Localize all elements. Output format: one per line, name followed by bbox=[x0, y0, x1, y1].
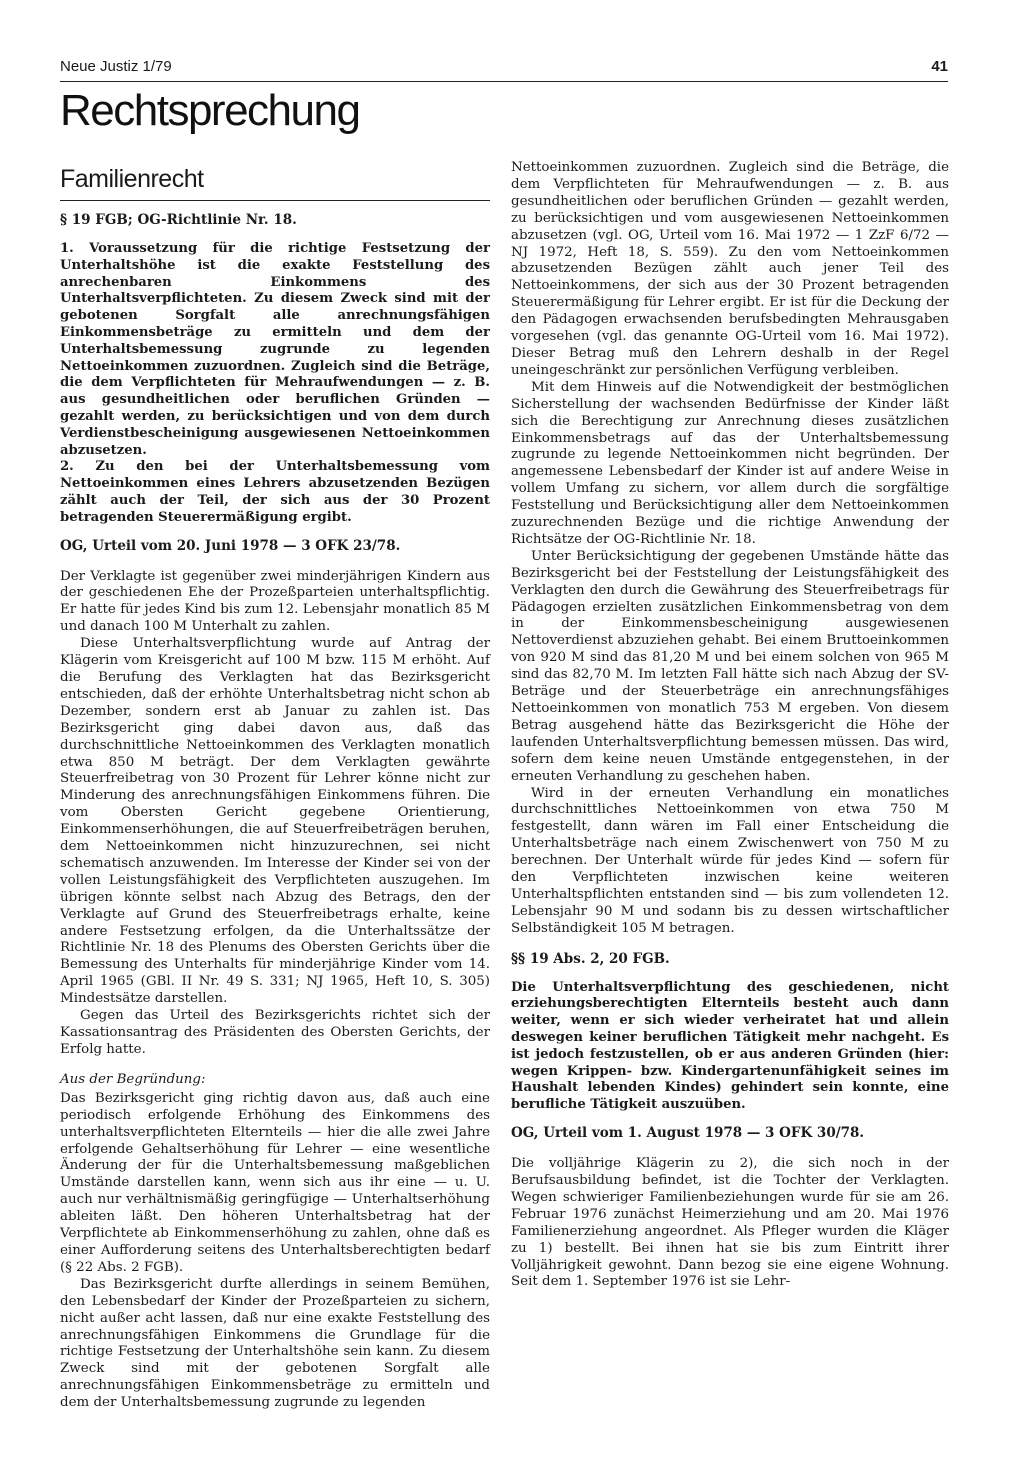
case1-reasons-continued: Nettoeinkommen zuzuordnen. Zugleich sind die Beträge, die dem Verpflichteten für Mehraufwendungen — z. B. aus gesundheitlichen oder beruflichen Gründen — gezahlt werden, zu berücksichtigen und vom ausgewiesenen Nettoeinkommen abzusetzen (vgl. OG, Urteil vom 16. Mai 1972 — 1 ZzF 6/72 — NJ 1972, Heft 18, S. 559). Zu den vom Nettoeinkommen abzusetzenden Bezügen zählt auch jener Teil des Nettoeinkommens, der sich aus der 30 Prozent betragenden Steuerermäßigung für Lehrer ergibt. Er ist für die Deckung der den Pädagogen erwachsenden berufsbedingten Mehrausgaben vorgesehen (vgl. das genannte OG-Urteil vom 16. Mai 1972). Dieser Betrag muß den Lehrern deshalb in der Regel uneingeschränkt zur persönlichen Verfügung verbleiben. bbox=[511, 160, 949, 378]
case1-reasons-continued: Mit dem Hinweis auf die Notwendigkeit der bestmöglichen Sicherstellung der wachsenden Bedürfnisse der Kinder läßt sich die Berechtigung zur Anrechnung dieses zusätzlichen Einkommensbetrags auf das der Unterhaltsbemessung zugrunde zu legende Nettoeinkommen nicht begründen. Der angemessene Lebensbedarf der Kinder ist auf andere Weise in vollem Umfang zu sichern, vor allem durch die sorgfältige Feststellung und Berücksichtigung aller dem Nettoeinkommen zuzurechnenden Bezüge und die richtige Anwendung der Richtsätze der OG-Richtlinie Nr. 18. bbox=[511, 379, 949, 547]
journal-issue: Neue Justiz 1/79 bbox=[60, 58, 172, 75]
case2-decision: OG, Urteil vom 1. August 1978 — 3 OFK 30/78. bbox=[511, 1125, 865, 1142]
case1-guideline-1: 1. Voraussetzung für die richtige Festsetzung der Unterhaltshöhe ist die exakte Feststellung des anrechenbaren Einkommens des Unterhaltsverpflichteten. Zu diesem Zweck sind mit der gebotenen Sorgfalt alle anrechnungsfähigen Einkommensbeträge zu ermitteln und dem der Unterhaltsbemessung zugrunde zu legenden Nettoeinkommen zuzuordnen. Zugleich sind die Beträge, die dem Verpflichteten für Mehraufwendungen — z. B. aus gesundheitlichen oder beruflichen Gründen — gezahlt werden, zu berücksichtigen und von dem durch Verdienstbescheinigung ausgewiesenen Nettoeinkommen abzusetzen. bbox=[60, 241, 490, 458]
running-header bbox=[60, 58, 948, 80]
case1-reasons-paragraph: Das Bezirksgericht durfte allerdings in seinem Bemühen, den Lebensbedarf der Kinder der Prozeßparteien zu sichern, nicht außer acht lassen, daß nur eine exakte Feststellung des anrechnungsfähigen Einkommens die Grundlage für die richtige Festsetzung der Unterhaltshöhe sein kann. Zu diesem Zweck sind mit der gebotenen Sorgfalt alle anrechnungsfähigen Einkommensbeträge zu ermitteln und dem der Unterhaltsbemessung zugrunde zu legenden bbox=[60, 1276, 490, 1411]
case1-reasons-continued: Wird in der erneuten Verhandlung ein monatliches durchschnittliches Nettoeinkommen von etwa 750 M festgestellt, dann wären im Fall einer Entscheidung die Unterhaltsbeträge nach einem Zwischenwert von 750 M zu berechnen. Der Unterhalt würde für jedes Kind — sofern für den Verpflichteten inzwischen keine weiteren Unterhaltspflichten entstanden sind — bis zum vollendeten 12. Lebensjahr 90 M und sodann bis zu dessen wirtschaftlicher Selbständigkeit 105 M betragen. bbox=[511, 785, 949, 936]
case1-decision: OG, Urteil vom 20. Juni 1978 — 3 OFK 23/78. bbox=[60, 537, 401, 554]
left-column bbox=[60, 160, 490, 1412]
section-title: Rechtsprechung bbox=[60, 86, 360, 135]
reasons-heading: Aus der Begründung: bbox=[60, 1071, 206, 1087]
right-column bbox=[511, 160, 949, 1291]
header-rule bbox=[60, 81, 948, 82]
case1-guideline-2: 2. Zu den bei der Unterhaltsbemessung vom Nettoeinkommen eines Lehrers abzusetzenden Bezügen zählt auch der Teil, der sich aus der 30 Prozent betragenden Steuerermäßigung ergibt. bbox=[60, 459, 490, 525]
case2-facts-paragraph: Die volljährige Klägerin zu 2), die sich noch in der Berufsausbildung befindet, ist die Tochter der Verklagten. Wegen schwieriger Familienbeziehungen wurde für sie am 26. Februar 1976 zunächst Heimerziehung und am 20. Mai 1976 Familienerziehung angeordnet. Als Pfleger wurden die Kläger zu 1) bestellt. Bei ihnen hat sie bis zum Eintritt ihrer Volljährigkeit gewohnt. Dann bezog sie eine eigene Wohnung. Seit dem 1. September 1976 ist sie Lehr- bbox=[511, 1156, 949, 1290]
case1-reference: § 19 FGB; OG-Richtlinie Nr. 18. bbox=[60, 212, 297, 228]
case1-reasons-continued: Unter Berücksichtigung der gegebenen Umstände hätte das Bezirksgericht bei der Feststellung der Leistungsfähigkeit des Verklagten den durch die Gewährung des Steuerfreibetrags für Pädagogen erzielten zusätzlichen Einkommensbetrag von dem in der Einkommensbescheinigung ausgewiesenen Nettoverdienst abzuziehen gehabt. Bei einem Bruttoeinkommen von 920 M sind das 81,20 M und bei einem solchen von 965 M sind das 82,70 M. Im letzten Fall hätte sich nach Abzug der SV-Beträge und der Steuerbeträge ein anrechnungsfähiges Nettoeinkommen von monatlich 753 M ergeben. Von diesem Betrag ausgehend hätte das Bezirksgericht die Höhe der laufenden Unterhaltsverpflichtung bemessen müssen. Das wird, sofern dem keine neuen Umstände entgegenstehen, in der erneuten Verhandlung zu geschehen haben. bbox=[511, 548, 949, 784]
case1-facts-paragraph: Diese Unterhaltsverpflichtung wurde auf Antrag der Klägerin vom Kreisgericht auf 100 M bzw. 115 M erhöht. Auf die Berufung des Verklagten hat das Bezirksgericht entschieden, daß der erhöhte Unterhaltsbetrag nicht schon ab Dezember, sondern erst ab Januar zu zahlen ist. Das Bezirksgericht ging dabei davon aus, daß das durchschnittliche Nettoeinkommen des Verklagten monatlich etwa 850 M beträgt. Der dem Verklagten gewährte Steuerfreibetrag von 30 Prozent für Lehrer könne nicht zur Minderung des anrechnungsfähigen Einkommens führen. Die vom Obersten Gericht gegebene Orientierung, Einkommenserhöhungen, die auf Steuerfreibeträgen beruhen, dem Nettoeinkommen nicht hinzuzurechnen, sei nicht schematisch anzuwenden. Im Interesse der Kinder sei von der vollen Leistungsfähigkeit des Verpflichteten auszugehen. Im übrigen könnte selbst nach Abzug des Betrags, den der Verklagte auf Grund des Steuerfreibetrags erhalte, keine andere Festsetzung erfolgen, da die Unterhaltssätze der Richtlinie Nr. 18 des Plenums des Obersten Gerichts über die Bemessung des Unterhalts für minderjährige Kinder vom 14. April 1965 (GBl. II Nr. 49 S. 331; NJ 1965, Heft 10, S. 305) Mindestsätze darstellen. bbox=[60, 636, 490, 1007]
page-number: 41 bbox=[931, 58, 948, 75]
subsection-rule bbox=[60, 200, 490, 201]
case1-facts-paragraph: Der Verklagte ist gegenüber zwei minderjährigen Kindern aus der geschiedenen Ehe der Prozeßparteien unterhaltspflichtig. Er hatte für jedes Kind bis zum 12. Lebensjahr monatlich 85 M und danach 100 M Unterhalt zu zahlen. bbox=[60, 568, 490, 635]
case2-reference: §§ 19 Abs. 2, 20 FGB. bbox=[511, 950, 670, 967]
case2-guideline: Die Unterhaltsverpflichtung des geschiedenen, nicht erziehungsberechtigten Elternteils besteht auch dann weiter, wenn er sich wieder verheiratet hat und allein deswegen keiner beruflichen Tätigkeit mehr nachgeht. Es ist jedoch festzustellen, ob er aus anderen Gründen (hier: wegen Krippen- bzw. Kindergartenunfähigkeit seines im Haushalt lebenden Kindes) gehindert sein konnte, eine berufliche Tätigkeit auszuüben. bbox=[511, 979, 949, 1113]
subsection-title: Familienrecht bbox=[60, 165, 204, 193]
case1-facts-paragraph: Gegen das Urteil des Bezirksgerichts richtet sich der Kassationsantrag des Präsidenten des Obersten Gerichts, der Erfolg hatte. bbox=[60, 1008, 490, 1057]
case1-reasons-paragraph: Das Bezirksgericht ging richtig davon aus, daß auch eine periodisch erfolgende Erhöhung des Einkommens des unterhaltsverpflichteten Elternteils — hier die alle zwei Jahre erfolgende Gehaltserhöhung für Lehrer — eine wesentliche Änderung der für die Unterhaltsbemessung maßgeblichen Umstände darstellen kann, wenn sich aus ihr eine — u. U. auch nur verhältnismäßig geringfügige — Unterhaltserhöhung ableiten läßt. Den höheren Unterhaltsbetrag hat der Verpflichtete ab Einkommenserhöhung zu zahlen, ohne daß es einer Aufforderung seitens des Unterhaltsberechtigten bedarf (§ 22 Abs. 2 FGB). bbox=[60, 1090, 490, 1275]
